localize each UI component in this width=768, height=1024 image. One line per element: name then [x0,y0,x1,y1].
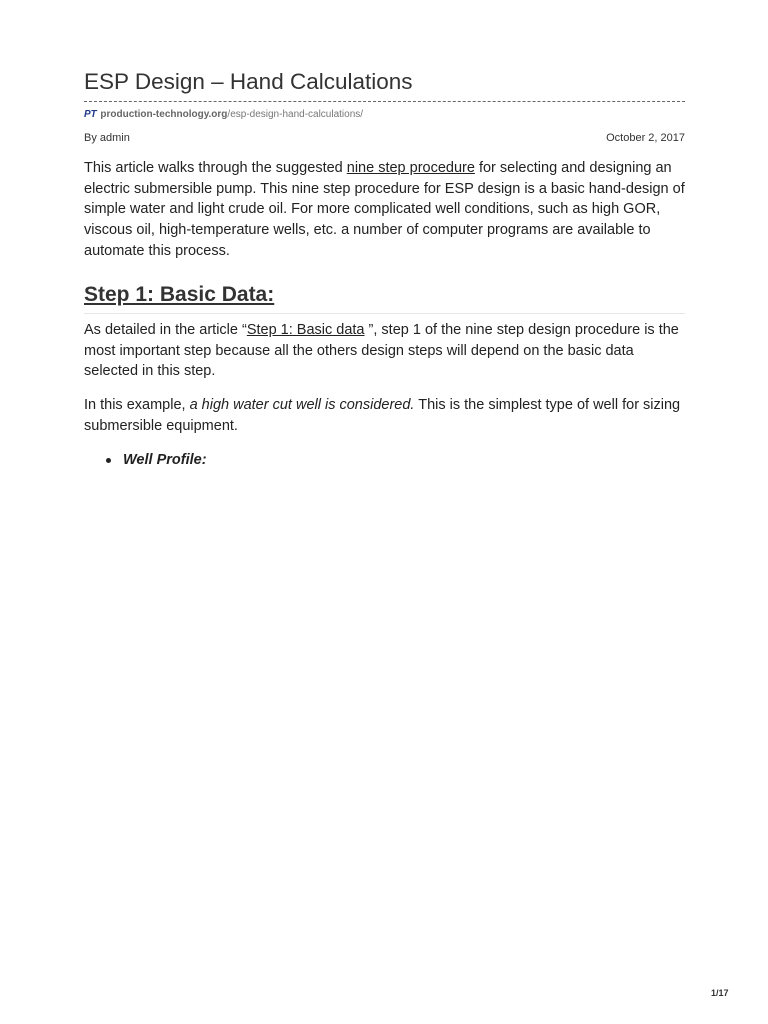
site-logo-icon: PT [84,109,97,120]
nine-step-procedure-link[interactable]: nine step procedure [346,160,475,176]
intro-paragraph [84,158,688,262]
list-item [84,450,207,470]
intro-text-after: for selecting and designing an electric submersible pump. This nine step procedure for ESP design is a basic hand-design of simple water and light crude oil. For more complicated well conditions, such as high GOR, viscous oil, high-temperature wells, etc. a number of computer programs are available to automate this process. [84,160,685,259]
title-divider [84,101,685,102]
step1-heading: Step 1: Basic Data: [84,283,275,306]
step1-p2-after: This is the simplest type of well for sizing submersible equipment. [84,397,681,434]
step1-heading-divider [84,313,685,314]
step1-p2-emphasis: a high water cut well is considered. [189,397,415,413]
source-path: /esp-design-hand-calculations/ [227,109,364,120]
step1-p2-before: In this example, [84,397,190,413]
bullet-label: Well Profile: [123,452,207,468]
step1-paragraph-2 [84,395,688,436]
author: By admin [84,132,130,144]
intro-text-before: This article walks through the suggested [84,160,347,176]
step1-paragraph-1 [84,320,688,382]
step1-p1-before: As detailed in the article “ [84,322,247,338]
article-title: ESP Design – Hand Calculations [84,69,413,94]
step1-basic-data-link[interactable]: Step 1: Basic data [246,322,365,338]
bullet-icon [106,458,111,463]
step1-bullet-list [84,450,207,470]
source-url[interactable] [84,108,363,122]
publish-date: October 2, 2017 [606,132,685,144]
page-number: 1/17 [711,988,729,998]
step1-p1-after: ”, step 1 of the nine step design procedure is the most important step because all the others design steps will depend on the basic data selected in this step. [84,322,679,380]
source-domain: production-technology.org [100,109,228,120]
